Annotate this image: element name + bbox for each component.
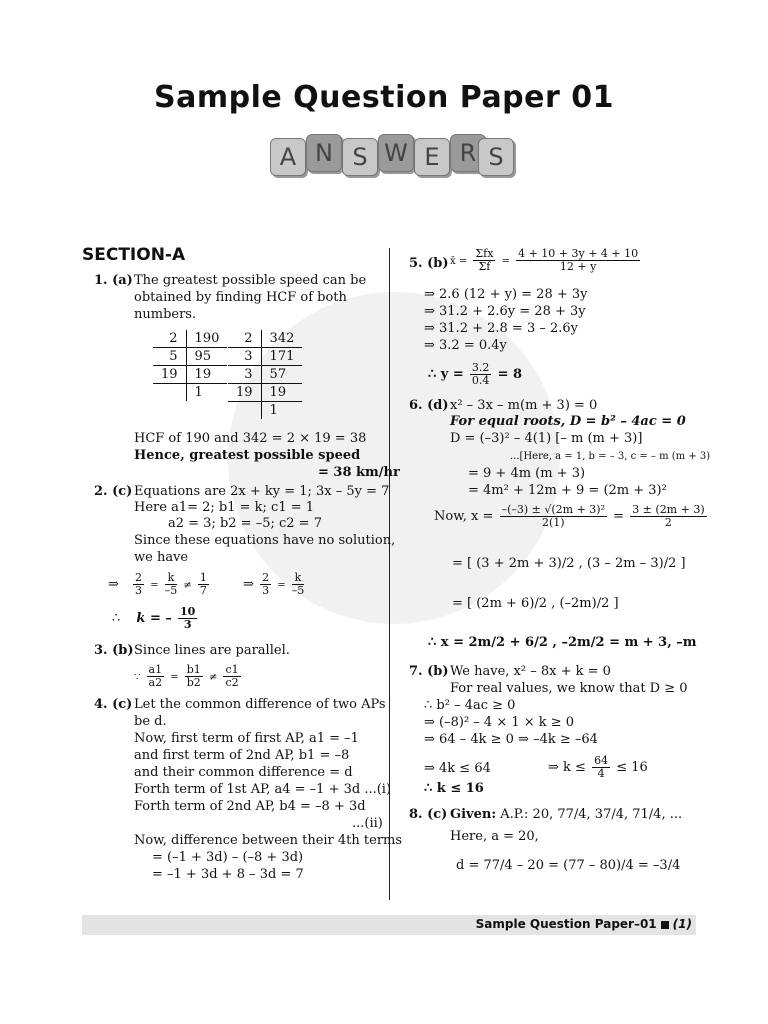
dividend: 19 <box>261 384 302 402</box>
question-number: 2. (c) <box>94 484 133 499</box>
question-number: 4. (c) <box>94 697 133 712</box>
banner-tile: E <box>414 138 450 176</box>
q2-result: ∴ k = – $\frac{10}{3}$ <box>112 605 196 631</box>
q1-line: numbers. <box>134 307 197 322</box>
q5-step: ⇒ 31.2 + 2.6y = 28 + 3y <box>424 304 586 319</box>
q4-line: = (–1 + 3d) – (–8 + 3d) <box>152 850 304 865</box>
q7-inequality: ⇒ k ≤ $\frac{64}{4}$ ≤ 16 <box>548 754 648 780</box>
q4-line: Now, first term of first AP, a1 = –1 <box>134 731 359 746</box>
divisor: 2 <box>153 330 186 348</box>
q3-ratio: ∵ $\frac{a1}{a2}$ = $\frac{b1}{b2}$ ≠ $\frac{c1}{c2}$ <box>134 663 239 689</box>
q5-step: ⇒ 3.2 = 0.4y <box>424 338 507 353</box>
q6-line: D = (–3)² – 4(1) [– m (m + 3)] <box>450 431 643 446</box>
divisor: 3 <box>228 366 261 384</box>
question-number: 7. (b) <box>409 664 449 679</box>
q4-line: Forth term of 2nd AP, b4 = –8 + 3d <box>134 799 366 814</box>
fraction: $\frac{c1}{c2}$ <box>225 663 239 689</box>
q7-line: ⇒ 64 – 4k ≥ 0 ⇒ –4k ≥ –64 <box>424 732 598 747</box>
q7-line: ⇒ (–8)² – 4 × 1 × k ≥ 0 <box>424 715 575 730</box>
q6-line: = [ (3 + 2m + 3)/2 , (3 – 2m – 3)/2 ] <box>452 556 686 571</box>
page-title: Sample Question Paper 01 <box>154 80 614 115</box>
column-divider <box>389 248 390 900</box>
banner-tile: N <box>306 134 342 172</box>
q1-hcf: HCF of 190 and 342 = 2 × 19 = 38 <box>134 431 367 446</box>
banner-tile: S <box>342 138 378 176</box>
fraction: $\frac{k}{-5}$ <box>291 571 305 597</box>
divisor: 19 <box>153 366 186 384</box>
banner-tile: A <box>270 138 306 176</box>
footer-label: Sample Question Paper–01 <box>475 917 657 931</box>
q1-line: obtained by finding HCF of both <box>134 290 347 305</box>
q6-line: For equal roots, D = b² – 4ac = 0 <box>450 414 686 429</box>
q1-line: The greatest possible speed can be <box>134 273 367 288</box>
fraction: $\frac{10}{3}$ <box>180 605 196 631</box>
page-footer <box>476 917 692 931</box>
fraction: $\frac{2}{3}$ <box>135 571 143 597</box>
q4-line: and their common difference = d <box>134 765 353 780</box>
q6-roots-formula: Now, x = $\frac{\text{–(–3) ± √(2m + 3)²}}{2(1)}$ = $\frac{3 \pm (2m + 3)}{2}$ <box>434 503 705 529</box>
q6-result: ∴ x = 2m/2 + 6/2 , –2m/2 = m + 3, –m <box>428 635 697 650</box>
division-table-342 <box>228 330 302 419</box>
divisor <box>228 402 261 420</box>
fraction: $\frac{a1}{a2}$ <box>148 663 163 689</box>
q2-line: Here a1= 2; b1 = k; c1 = 1 <box>134 500 315 515</box>
dividend: 1 <box>269 403 278 418</box>
divisor: 3 <box>228 348 261 366</box>
q8-line: Here, a = 20, <box>450 829 539 844</box>
section-heading: SECTION-A <box>82 245 186 265</box>
divisor: 2 <box>228 330 261 348</box>
q2-line: we have <box>134 550 189 565</box>
q7-line: For real values, we know that D ≥ 0 <box>450 681 688 696</box>
divisor <box>153 384 186 402</box>
fraction: $\frac{\text{Σfx}}{\Sigma f}$ <box>475 247 494 273</box>
q5-mean-formula: x̄ = $\frac{\text{Σfx}}{\Sigma f}$ = $\frac{4 + 10 + 3y + 4 + 10}{12 + y}$ <box>450 247 639 273</box>
q7-line: ∴ b² – 4ac ≥ 0 <box>424 698 516 713</box>
q4-line: ...(ii) <box>352 816 383 831</box>
q6-line: = [ (2m + 6)/2 , (–2m)/2 ] <box>452 596 619 611</box>
answers-banner <box>268 132 514 178</box>
dividend: 171 <box>261 348 302 366</box>
q2-line: Equations are 2x + ky = 1; 3x – 5y = 7 <box>134 484 390 499</box>
dividend: 19 <box>186 366 227 384</box>
fraction: $\frac{1}{7}$ <box>199 571 207 597</box>
question-number: 5. (b) <box>409 256 449 271</box>
fraction: $\frac{3.2}{0.4}$ <box>471 361 490 387</box>
fraction: $\frac{4 + 10 + 3y + 4 + 10}{12 + y}$ <box>518 247 639 273</box>
fraction: $\frac{b1}{b2}$ <box>186 663 201 689</box>
q3-line: Since lines are parallel. <box>134 643 290 658</box>
q5-step: ⇒ 2.6 (12 + y) = 28 + 3y <box>424 287 588 302</box>
q1-hence: Hence, greatest possible speed <box>134 448 361 463</box>
fraction: $\frac{3 \pm (2m + 3)}{2}$ <box>632 503 705 529</box>
question-number: 3. (b) <box>94 643 134 658</box>
q4-line: = –1 + 3d + 8 – 3d = 7 <box>152 867 304 882</box>
page-number: (1) <box>672 917 692 931</box>
q4-line: Now, difference between their 4th terms <box>134 833 403 848</box>
question-number: 6. (d) <box>409 398 449 413</box>
divisor: 19 <box>228 384 261 402</box>
dividend: 190 <box>186 330 227 348</box>
banner-tile: W <box>378 134 414 172</box>
q4-line: Forth term of 1st AP, a4 = –1 + 3d ...(i) <box>134 782 392 797</box>
question-number: 8. (c) <box>409 807 448 822</box>
q6-line: = 9 + 4m (m + 3) <box>468 466 586 481</box>
q6-note: ...[Here, a = 1, b = – 3, c = – m (m + 3) <box>510 451 711 462</box>
fraction: $\frac{64}{4}$ <box>594 754 609 780</box>
dividend: 342 <box>261 330 302 348</box>
q1-answer: = 38 km/hr <box>318 465 400 480</box>
q7-line: ⇒ 4k ≤ 64 <box>424 761 491 776</box>
q4-line: and first term of 2nd AP, b1 = –8 <box>134 748 350 763</box>
q2-line: a2 = 3; b2 = –5; c2 = 7 <box>168 516 322 531</box>
division-table-190 <box>153 330 227 401</box>
dividend: 57 <box>261 366 302 384</box>
q5-result: ∴ y = $\frac{3.2}{0.4}$ = 8 <box>428 361 523 387</box>
implies-symbol: ⇒ <box>108 577 119 592</box>
q7-result: ∴ k ≤ 16 <box>424 781 484 796</box>
q6-line: = 4m² + 12m + 9 = (2m + 3)² <box>468 483 667 498</box>
fraction: $\frac{k}{-5}$ <box>164 571 178 597</box>
banner-tile: S <box>478 138 514 176</box>
q4-line: Let the common difference of two APs <box>134 697 386 712</box>
dividend: 1 <box>194 385 203 400</box>
q5-step: ⇒ 31.2 + 2.8 = 3 – 2.6y <box>424 321 579 336</box>
q2-ratio-row: ⇒ $\frac{2}{3}$ = $\frac{k}{-5}$ ≠ $\frac{1}{7}$ ⇒ $\frac{2}{3}$ = $\frac{k}{-5}$ <box>108 571 305 597</box>
q8-given: Given: A.P.: 20, 77/4, 37/4, 71/4, ... <box>450 807 683 822</box>
q6-line: x² – 3x – m(m + 3) = 0 <box>450 398 598 413</box>
q2-line: Since these equations have no solution, <box>134 533 396 548</box>
q7-line: We have, x² – 8x + k = 0 <box>450 664 611 679</box>
q4-line: be d. <box>134 714 167 729</box>
divisor: 5 <box>153 348 186 366</box>
square-icon <box>661 921 669 929</box>
fraction: $\frac{2}{3}$ <box>262 571 270 597</box>
banner-tile: R <box>450 134 486 172</box>
q8-line: d = 77/4 – 20 = (77 – 80)/4 = –3/4 <box>456 858 681 873</box>
fraction: $\frac{\text{–(–3) ± √(2m + 3)²}}{2(1)}$ <box>501 503 605 529</box>
dividend: 95 <box>186 348 227 366</box>
question-number: 1. (a) <box>94 273 133 288</box>
